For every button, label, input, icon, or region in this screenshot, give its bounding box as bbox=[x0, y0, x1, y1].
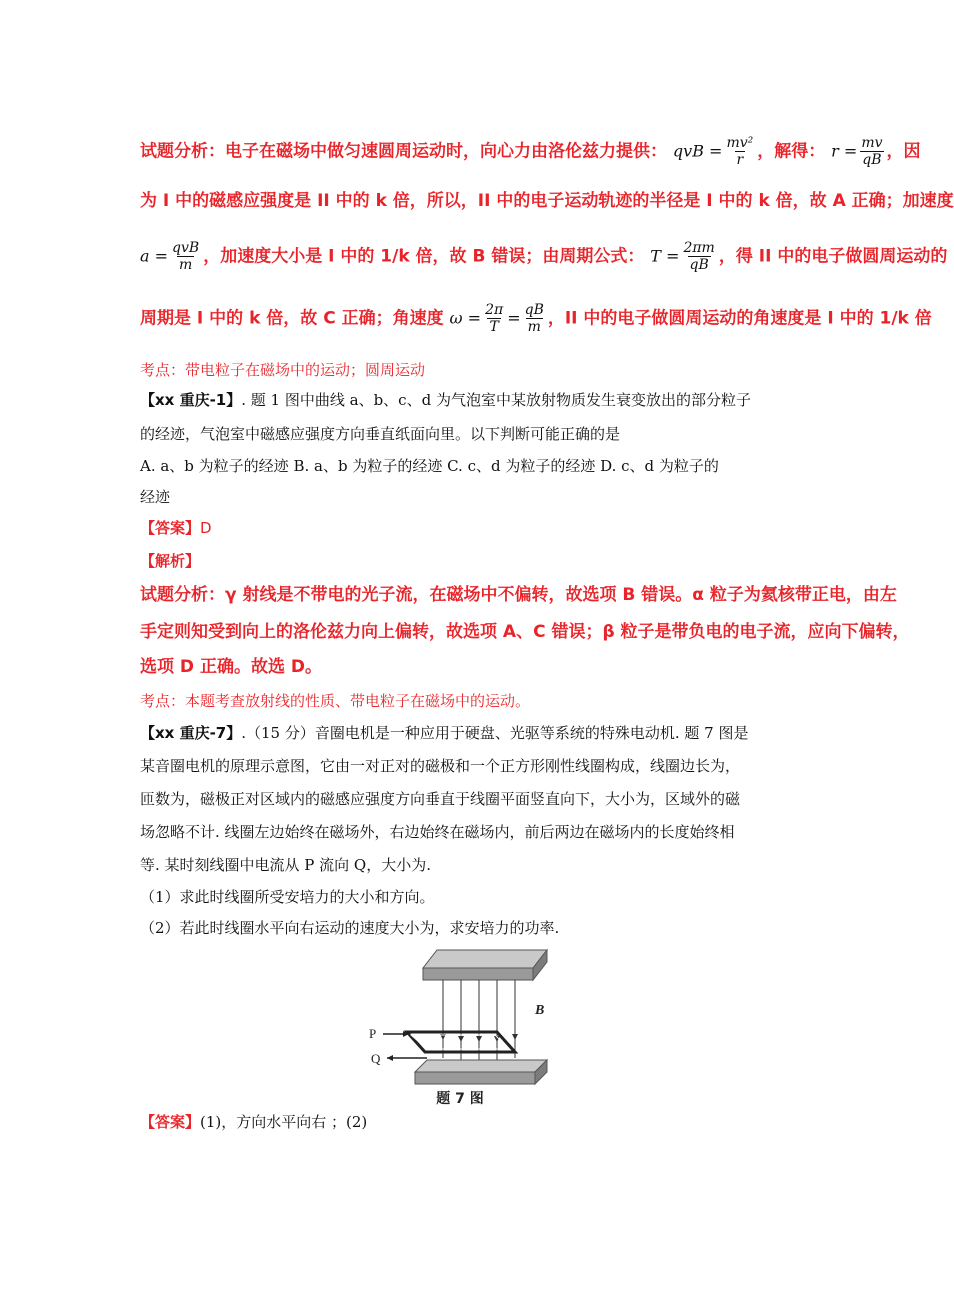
voice-coil-diagram bbox=[365, 948, 555, 1088]
q1-line4: 经迹 bbox=[140, 488, 171, 506]
analysis2-line3: 选项 D 正确。故选 D。 bbox=[140, 657, 322, 677]
q1-line2: 的经迹，气泡室中磁感应强度方向垂直纸面向里。以下判断可能正确的是 bbox=[140, 425, 621, 443]
answer-7: 【答案】(1)，方向水平向右 ；(2) bbox=[140, 1113, 368, 1131]
q7-line1: 【xx 重庆-7】.（15 分）音圈电机是一种应用于硬盘、光驱等系统的特殊电动机. 题 7 图是 bbox=[140, 724, 749, 742]
fraction-mv2-over-r: $\frac{\text{mv²}}{r}$ bbox=[726, 135, 754, 168]
q1-line1: 【xx 重庆-1】. 题 1 图中曲线 a、b、c、d 为气泡室中某放射物质发生衰变放出的部分粒子 bbox=[140, 391, 751, 409]
fraction-qb-over-m: $\frac{qB}{m}$ bbox=[524, 302, 544, 335]
q7-sub2: （2）若此时线圈水平向右运动的速度大小为，求安培力的功率. bbox=[140, 919, 560, 937]
kaodian-2: 考点：本题考查放射线的性质、带电粒子在磁场中的运动。 bbox=[140, 692, 531, 710]
analysis1-line4: 周期是 I 中的 k 倍，故 C 正确；角速度 ω = $\frac{2\pi}{T}$ = $\frac{qB}{m}$ ，II 中的电子做圆周运动的角速度是 I 中的 1/k 倍 bbox=[140, 302, 932, 335]
figure-caption: 题 7 图 bbox=[436, 1091, 484, 1107]
q1-options: A. a、b 为粒子的经迹 B. a、b 为粒子的经迹 C. c、d 为粒子的经迹 D. c、d 为粒子的 bbox=[140, 457, 719, 475]
q7-line5: 等. 某时刻线圈中电流从 P 流向 Q，大小为. bbox=[140, 856, 432, 874]
analysis1-line3: a = $\frac{\text{qvB}}{m}$ ，加速度大小是 I 中的 1/k 倍，故 B 错误；由周期公式： T = $\frac{2\pi m}{qB}$ ，得 II 中的电子做圆周运动的 bbox=[140, 240, 948, 273]
fraction-mv-over-qb: $\frac{mv}{qB}$ bbox=[861, 135, 883, 168]
analysis2-line1: 试题分析：γ 射线是不带电的光子流，在磁场中不偏转，故选项 B 错误。α 粒子为氦核带正电，由左 bbox=[140, 585, 897, 605]
label-p: P bbox=[369, 1026, 377, 1041]
q7-line2: 某音圈电机的原理示意图，它由一对正对的磁极和一个正方形刚性线圈构成，线圈边长为， bbox=[140, 757, 741, 775]
fraction-qvb-over-m: $\frac{\text{qvB}}{m}$ bbox=[172, 240, 200, 273]
kaodian-1: 考点：带电粒子在磁场中的运动；圆周运动 bbox=[140, 361, 426, 379]
voice-coil-figure bbox=[365, 948, 555, 1108]
analysis1-line2: 为 I 中的磁感应强度是 II 中的 k 倍，所以，II 中的电子运动轨迹的半径是 I 中的 k 倍，故 A 正确；加速度 bbox=[140, 191, 954, 211]
q7-line4: 场忽略不计. 线圈左边始终在磁场外，右边始终在磁场内，前后两边在磁场内的长度始终相 bbox=[140, 823, 735, 841]
analysis1-line1: 试题分析：电子在磁场中做匀速圆周运动时，向心力由洛伦兹力提供： qvB = $\frac{\text{mv²}}{r}$ ，解得： r = $\frac{mv}{qB}$ ，因 bbox=[140, 135, 921, 168]
answer-1: 【答案】D bbox=[140, 519, 212, 537]
jiexi-heading: 【解析】 bbox=[140, 552, 201, 570]
q7-line3: 匝数为，磁极正对区域内的磁感应强度方向垂直于线圈平面竖直向下，大小为，区域外的磁 bbox=[140, 790, 741, 808]
fraction-2pim-over-qb: $\frac{2\pi m}{qB}$ bbox=[683, 240, 715, 273]
analysis2-line2: 手定则知受到向上的洛伦兹力向上偏转，故选项 A、C 错误；β 粒子是带负电的电子流，应向下偏转， bbox=[140, 622, 910, 642]
q7-sub1: （1）求此时线圈所受安培力的大小和方向。 bbox=[140, 888, 435, 906]
label-q: Q bbox=[371, 1051, 381, 1066]
label-b: B bbox=[535, 1003, 545, 1018]
fraction-2pi-over-t: $\frac{2\pi}{T}$ bbox=[485, 302, 504, 335]
